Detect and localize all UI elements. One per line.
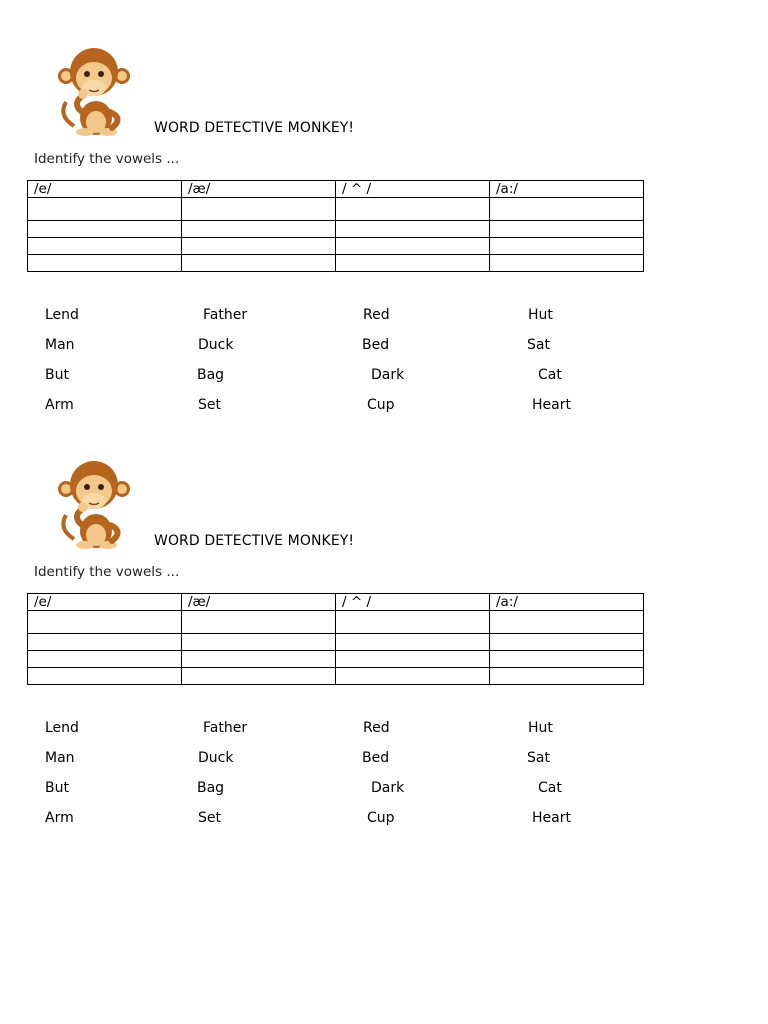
worksheet-section-2 bbox=[0, 459, 768, 871]
word-item: Duck bbox=[198, 750, 234, 766]
table-cell[interactable] bbox=[182, 238, 336, 255]
word-item: Bed bbox=[362, 337, 390, 353]
word-item: But bbox=[45, 367, 69, 383]
word-item: Red bbox=[363, 720, 390, 736]
monkey-illustration-icon bbox=[52, 46, 136, 136]
table-cell[interactable] bbox=[490, 238, 644, 255]
vowel-header-ae: /æ/ bbox=[182, 181, 336, 198]
table-cell[interactable] bbox=[28, 668, 182, 685]
table-cell[interactable] bbox=[28, 221, 182, 238]
table-cell[interactable] bbox=[182, 611, 336, 634]
vowel-header-e: /e/ bbox=[28, 181, 182, 198]
worksheet-instruction: Identify the vowels ... bbox=[34, 564, 180, 580]
table-cell[interactable] bbox=[28, 255, 182, 272]
table-cell[interactable] bbox=[182, 198, 336, 221]
word-item: Bag bbox=[197, 780, 225, 796]
word-item: Father bbox=[203, 720, 248, 736]
word-item: Hut bbox=[528, 720, 553, 736]
table-cell[interactable] bbox=[336, 651, 490, 668]
table-cell[interactable] bbox=[28, 611, 182, 634]
table-cell[interactable] bbox=[182, 668, 336, 685]
word-item: Lend bbox=[45, 720, 79, 736]
vowel-header-e: /e/ bbox=[28, 594, 182, 611]
table-cell[interactable] bbox=[336, 634, 490, 651]
table-cell[interactable] bbox=[490, 634, 644, 651]
table-cell[interactable] bbox=[336, 221, 490, 238]
word-item: Bag bbox=[197, 367, 225, 383]
table-cell[interactable] bbox=[182, 634, 336, 651]
vowel-header-a-long: /a:/ bbox=[490, 181, 644, 198]
vowel-table bbox=[27, 593, 644, 685]
table-cell[interactable] bbox=[28, 238, 182, 255]
word-item: Red bbox=[363, 307, 390, 323]
word-item: Set bbox=[198, 397, 221, 413]
table-cell[interactable] bbox=[490, 668, 644, 685]
word-item: Cup bbox=[367, 397, 395, 413]
table-cell[interactable] bbox=[490, 611, 644, 634]
vowel-header-caret: / ^ / bbox=[336, 594, 490, 611]
word-item: Dark bbox=[371, 780, 405, 796]
word-item: Cat bbox=[538, 780, 562, 796]
table-cell[interactable] bbox=[28, 651, 182, 668]
word-item: Sat bbox=[527, 750, 550, 766]
word-item: Hut bbox=[528, 307, 553, 323]
table-cell[interactable] bbox=[28, 198, 182, 221]
table-cell[interactable] bbox=[336, 238, 490, 255]
word-item: Man bbox=[45, 750, 75, 766]
table-cell[interactable] bbox=[490, 255, 644, 272]
word-item: But bbox=[45, 780, 69, 796]
worksheet-title: WORD DETECTIVE MONKEY! bbox=[154, 533, 355, 549]
word-item: Arm bbox=[45, 397, 74, 413]
word-item: Bed bbox=[362, 750, 390, 766]
table-cell[interactable] bbox=[336, 255, 490, 272]
worksheet-instruction: Identify the vowels ... bbox=[34, 151, 180, 167]
table-cell[interactable] bbox=[28, 634, 182, 651]
table-cell[interactable] bbox=[182, 221, 336, 238]
word-item: Heart bbox=[532, 810, 571, 826]
word-item: Father bbox=[203, 307, 248, 323]
table-cell[interactable] bbox=[490, 198, 644, 221]
table-cell[interactable] bbox=[336, 611, 490, 634]
word-item: Cup bbox=[367, 810, 395, 826]
word-item: Lend bbox=[45, 307, 79, 323]
worksheet-section-1 bbox=[0, 46, 768, 458]
table-cell[interactable] bbox=[336, 668, 490, 685]
vowel-table bbox=[27, 180, 644, 272]
table-cell[interactable] bbox=[490, 221, 644, 238]
vowel-header-a-long: /a:/ bbox=[490, 594, 644, 611]
table-cell[interactable] bbox=[490, 651, 644, 668]
word-item: Cat bbox=[538, 367, 562, 383]
word-item: Dark bbox=[371, 367, 405, 383]
vowel-header-caret: / ^ / bbox=[336, 181, 490, 198]
word-item: Sat bbox=[527, 337, 550, 353]
table-cell[interactable] bbox=[336, 198, 490, 221]
word-item: Arm bbox=[45, 810, 74, 826]
word-item: Heart bbox=[532, 397, 571, 413]
word-item: Man bbox=[45, 337, 75, 353]
word-item: Set bbox=[198, 810, 221, 826]
table-cell[interactable] bbox=[182, 255, 336, 272]
vowel-header-ae: /æ/ bbox=[182, 594, 336, 611]
monkey-illustration-icon bbox=[52, 459, 136, 549]
word-item: Duck bbox=[198, 337, 234, 353]
worksheet-title: WORD DETECTIVE MONKEY! bbox=[154, 120, 355, 136]
table-cell[interactable] bbox=[182, 651, 336, 668]
